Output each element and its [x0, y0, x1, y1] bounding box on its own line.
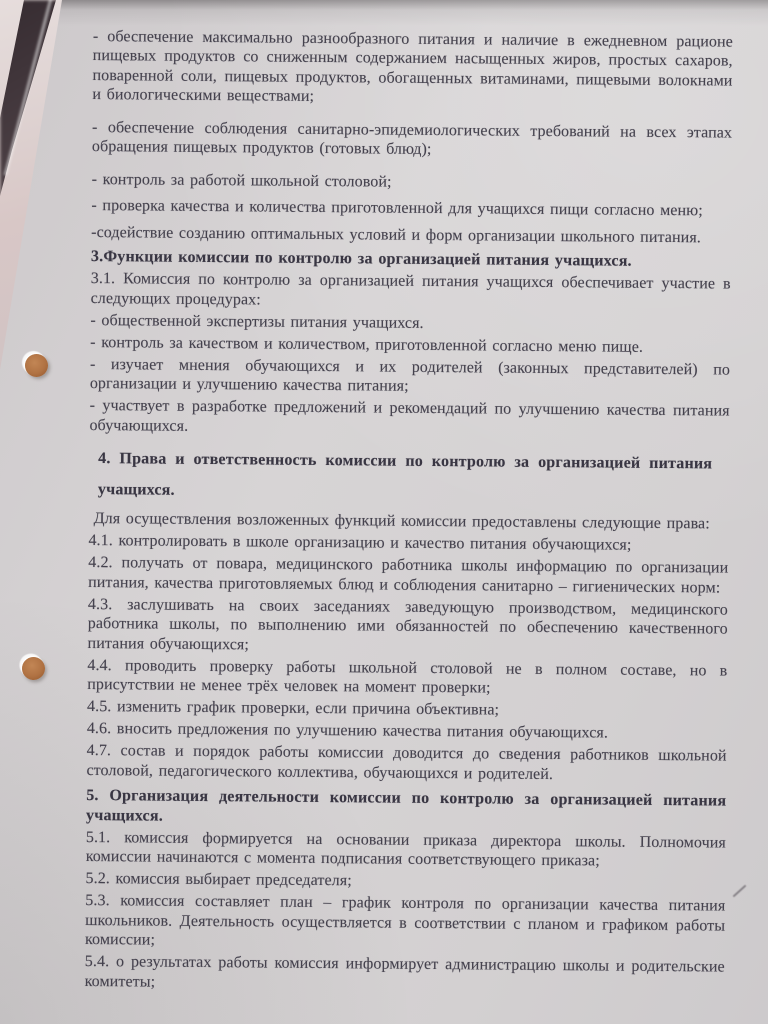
paragraph-recommendations: - участвует в разработке предложений и рекомендаций по улучшению качества питания обучающихся. — [89, 397, 730, 435]
text-block — [85, 24, 733, 999]
paragraph-optimal-conditions: -содействие созданию оптимальных условий и форм организации школьного питания. — [91, 223, 702, 246]
paragraph-rights-intro: Для осуществления возложенных функций комиссии предоставлены следующие права: — [93, 510, 710, 533]
punch-hole-top — [25, 354, 48, 377]
paragraph-3-1: 3.1. Комиссия по контролю за организацией питания учащихся обеспечивает участие в следующих процедурах: — [90, 270, 731, 309]
paragraph-5-2: 5.2. комиссия выбирает председателя; — [85, 870, 352, 890]
section-heading-3-functions: 3.Функции комиссии по контролю за организацией питания учащихся. — [90, 248, 632, 270]
paragraph-4-4: 4.4. проводить проверку работы школьной столовой не в полном составе, но в присутствии не менее трёх человек на момент проверки; — [87, 656, 728, 697]
paragraph-canteen-control: - контроль за работой школьной столовой; — [91, 170, 392, 191]
paragraph-5-3: 5.3. комиссия составляет план – график контроля по организации качества питания школьников. Деятельность осуществляется в соответствии с планом и графиком работы комиссии; — [84, 892, 726, 949]
paragraph-4-2: 4.2. получать от повара, медицинского работника школы информацию по организации питания, качества приготовляемых блюд и соблюдения санитарно – гигиенических норм: — [88, 554, 729, 597]
paragraph-quality-check: - проверка качества и количества приготовленной для учащихся пищи согласно меню; — [91, 197, 703, 220]
paragraph-4-5: 4.5. изменить график проверки, если причина объективна; — [86, 698, 500, 719]
paragraph-4-7: 4.7. состав и порядок работы комиссии доводится до сведения работников школьной столовой, педагогического коллектива, обучающихся и родителей. — [86, 742, 727, 783]
paragraph-diet-variety: - обеспечение максимально разнообразного питания и наличие в ежедневном рационе пищевых продуктов со сниженным содержанием насыщенных жиров, простых сахаров, поваренной соли, пищевых продуктов, обогащенных витаминами, пищевыми волокнами и биологическими веществами; — [92, 27, 733, 105]
section-heading-5-organization: 5. Организация деятельности комиссии по контролю за организацией питания учащихся. — [86, 787, 727, 825]
paragraph-4-3: 4.3. заслушивать на своих заседаниях заведующую производством, медицинского работника школы, по выполнению ими обязанностей по обеспечению качественного питания обучающихся; — [87, 595, 728, 654]
paragraph-public-expertise: - общественной экспертизы питания учащихся. — [90, 311, 424, 332]
section-heading-4-rights: 4. Права и ответственность комиссии по контролю за организацией питания учащихся. — [97, 450, 713, 499]
paragraph-4-6: 4.6. вносить предложения по улучшению качества питания обучающихся. — [86, 720, 609, 742]
punch-hole-bottom — [21, 656, 47, 682]
paragraph-4-1: 4.1. контролировать в школе организацию и качество питания обучающихся; — [88, 532, 632, 554]
paragraph-parent-opinions: - изучает мнения обучающихся и их родителей (законных представителей) по организации и улучшению качества питания; — [89, 355, 731, 396]
paragraph-menu-quality: - контроль за качеством и количеством, приготовленной согласно меню пище. — [90, 333, 644, 356]
paragraph-5-1: 5.1. комиссия формируется на основании приказа директора школы. Полномочия комиссии начинаются с момента подписания соответствующего приказа; — [85, 828, 726, 870]
pencil-mark — [733, 885, 747, 898]
paragraph-sanitary-requirements: - обеспечение соблюдения санитарно-эпидемиологических требований на всех этапах обращения пищевых продуктов (готовых блюд); — [91, 118, 733, 159]
paragraph-5-4: 5.4. о результатах работы комиссия информирует администрацию школы и родительские комитеты; — [84, 953, 725, 991]
